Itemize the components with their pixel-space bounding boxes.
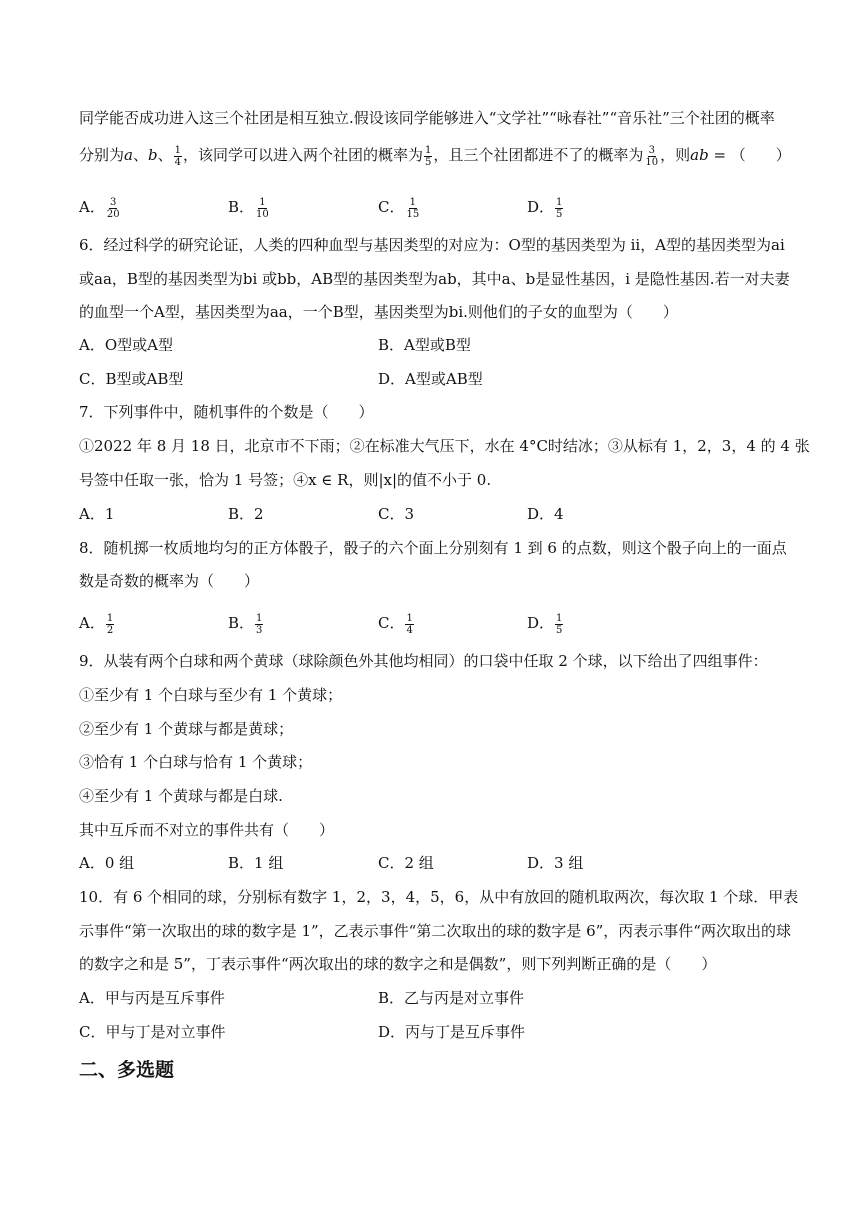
q9-question: 其中互斥而不对立的事件共有（ ） <box>79 821 335 839</box>
q9-item-4: ④至少有 1 个黄球与都是白球. <box>79 787 283 805</box>
q5-text: ，且三个社团都进不了的概率为 <box>433 146 644 164</box>
q7-option-b: B．2 <box>228 505 264 523</box>
q10-line-2: 示事件“第一次取出的球的数字是 1”，乙表示事件“第二次取出的球的数字是 6”，丙表示事件“两次取出的球 <box>79 922 791 940</box>
q7-option-a: A．1 <box>79 505 115 523</box>
section-title: 二、多选题 <box>79 1059 175 1081</box>
q5-option-c: C． $\frac{1}{15}$ <box>378 196 420 220</box>
math-var-ab: ab <box>690 146 709 164</box>
q7-option-d: D．4 <box>527 505 564 523</box>
q10-option-d: D．丙与丁是互斥事件 <box>378 1023 526 1041</box>
q8-line-2: 数是奇数的概率为（ ） <box>79 572 260 590</box>
q9-item-2: ②至少有 1 个黄球与都是黄球； <box>79 720 294 738</box>
q9-item-1: ①至少有 1 个白球与至少有 1 个黄球； <box>79 686 343 704</box>
q10-line-1: 10．有 6 个相同的球，分别标有数字 1，2，3，4，5，6，从中有放回的随机取两次，每次取 1 个球．甲表 <box>79 888 799 906</box>
q6-option-b: B．A型或B型 <box>378 336 471 354</box>
q8-option-a: A． $\frac{1}{2}$ <box>79 612 114 636</box>
q9-option-c: C．2 组 <box>378 854 434 872</box>
q9-line-1: 9．从装有两个白球和两个黄球（球除颜色外其他均相同）的口袋中任取 2 个球，以下给出了四组事件： <box>79 652 768 670</box>
q5-text: 分别为 <box>79 146 125 164</box>
fraction: $\frac{3}{10}$ <box>645 144 659 168</box>
q5-text: ，该同学可以进入两个社团的概率为 <box>182 146 423 164</box>
q5-option-b: B． $\frac{1}{10}$ <box>228 196 269 220</box>
math-var-b: b <box>147 146 158 164</box>
q5-option-a: A． $\frac{3}{20}$ <box>79 196 120 220</box>
fraction: $\frac{1}{5}$ <box>425 144 432 168</box>
q9-option-b: B．1 组 <box>228 854 284 872</box>
q5-text: 、 <box>132 146 148 164</box>
q9-option-a: A．0 组 <box>79 854 135 872</box>
q10-option-a: A．甲与丙是互斥事件 <box>79 989 225 1007</box>
q6-option-c: C．B型或AB型 <box>79 370 184 388</box>
q8-option-c: C． $\frac{1}{4}$ <box>378 612 413 636</box>
q8-option-b: B． $\frac{1}{3}$ <box>228 612 263 636</box>
q7-line-1: 7．下列事件中，随机事件的个数是（ ） <box>79 403 374 421</box>
q10-option-b: B．乙与丙是对立事件 <box>378 989 525 1007</box>
q6-option-d: D．A型或AB型 <box>378 370 483 388</box>
q5-text: 、 <box>157 146 173 164</box>
q9-item-3: ③恰有 1 个白球与恰有 1 个黄球； <box>79 753 313 771</box>
q10-line-3: 的数字之和是 5”，丁表示事件“两次取出的球的数字之和是偶数”，则下列判断正确的是（ ） <box>79 955 717 973</box>
q7-option-c: C．3 <box>378 505 415 523</box>
q5-option-d: D． $\frac{1}{5}$ <box>527 196 563 220</box>
q7-line-3: 号签中任取一张，恰为 1 号签；④x ∈ R，则|x|的值不小于 0. <box>79 471 492 489</box>
q6-option-a: A．O型或A型 <box>79 336 173 354</box>
q6-line-1: 6．经过科学的研究论证，人类的四种血型与基因类型的对应为：O型的基因类型为 ii，A型的基因类型为ai <box>79 236 785 254</box>
q9-option-d: D．3 组 <box>527 854 584 872</box>
q5-line-2 <box>79 144 800 168</box>
q5-text: ，则 <box>660 146 691 164</box>
fraction: $\frac{1}{4}$ <box>174 144 181 168</box>
q6-line-3: 的血型一个A型，基因类型为aa，一个B型，基因类型为bi.则他们的子女的血型为（ ） <box>79 303 678 321</box>
q6-line-2: 或aa，B型的基因类型为bi 或bb，AB型的基因类型为ab，其中a、b是显性基因，i 是隐性基因.若一对夫妻 <box>79 270 790 288</box>
q5-line-1: 同学能否成功进入这三个社团是相互独立.假设该同学能够进入“文学社”“咏春社”“音乐社”三个社团的概率 <box>79 109 775 127</box>
q7-line-2: ①2022 年 8 月 18 日，北京市不下雨；②在标准大气压下，水在 4°C时结冰；③从标有 1，2，3，4 的 4 张 <box>79 437 810 455</box>
math-var-a: a <box>124 146 133 164</box>
q5-text: = （ ） <box>708 146 791 164</box>
q10-option-c: C．甲与丁是对立事件 <box>79 1023 226 1041</box>
q8-line-1: 8．随机掷一枚质地均匀的正方体骰子，骰子的六个面上分别刻有 1 到 6 的点数，则这个骰子向上的一面点 <box>79 539 787 557</box>
q8-option-d: D． $\frac{1}{5}$ <box>527 612 563 636</box>
